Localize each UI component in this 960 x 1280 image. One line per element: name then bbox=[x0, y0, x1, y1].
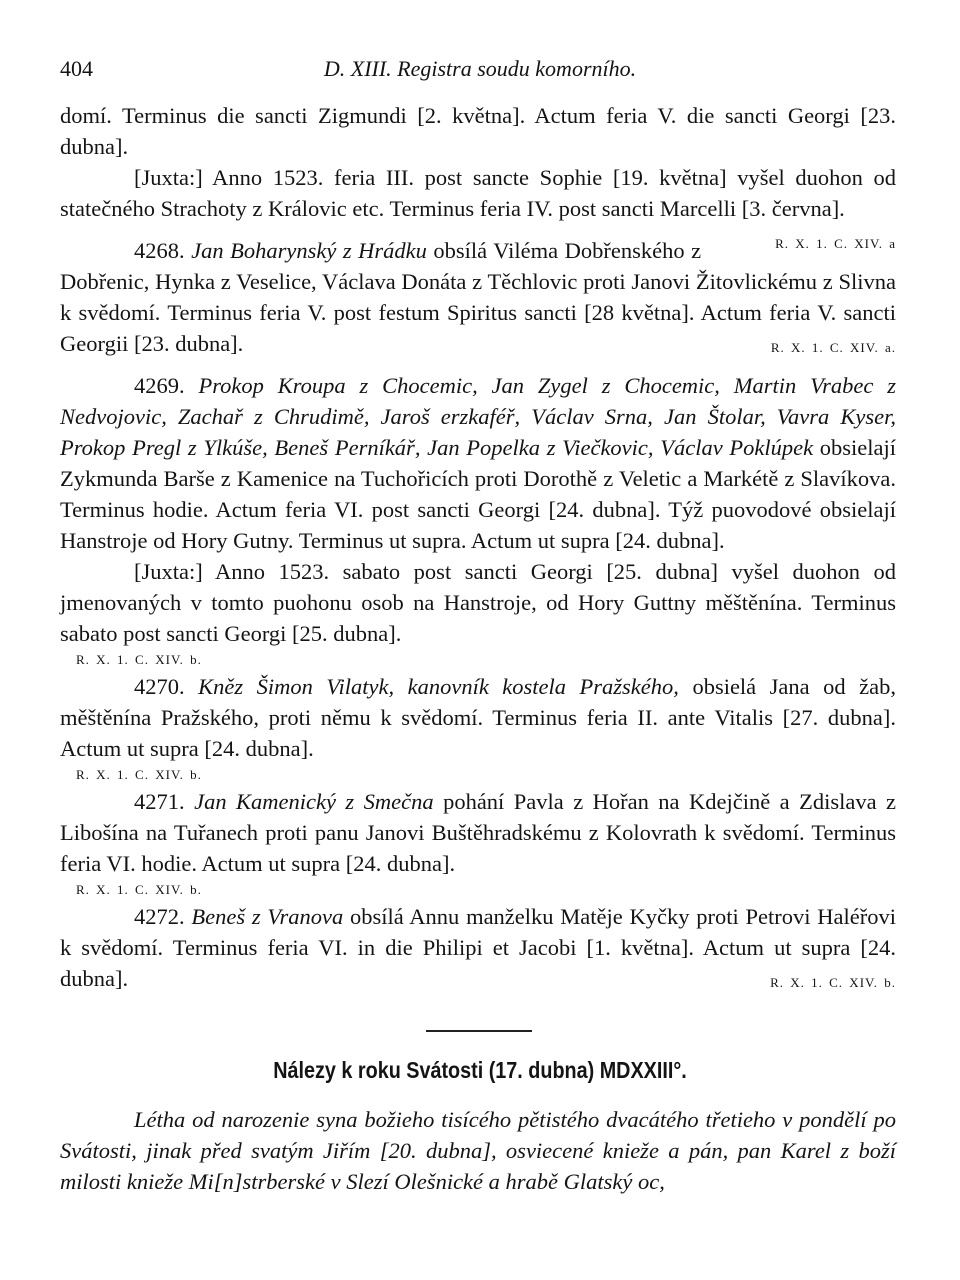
entry-text: obsielá Jana od žab, měštěnína Pražského, proti němu k svědomí. Terminus feria II. ante Vitalis [27. dubna]. Actum ut supra [24. dubna]. bbox=[60, 674, 897, 761]
section-heading: Nálezy k roku Svátosti (17. dubna) MDXXIII°. bbox=[273, 1057, 687, 1083]
entry-text: obsílá Annu manželku Matěje Kyčky proti Petrovi Haléřovi k svědomí. Terminus feria VI. in die Philipi et Jacobi [1. května]. Actum ut supra [24. dubna]. bbox=[60, 904, 897, 991]
reference-mark: R. X. 1. C. XIV. b. bbox=[770, 975, 896, 990]
running-head bbox=[60, 50, 900, 86]
running-title: D. XIII. Registra soudu komorního. bbox=[323, 56, 637, 81]
entry-party: Jan Kamenický z Smečna bbox=[194, 789, 434, 814]
body-text bbox=[60, 100, 896, 998]
reference-mark: R. X. 1. C. XIV. a. bbox=[770, 340, 896, 355]
paragraph-continuation: domí. Terminus die sancti Zigmundi [2. května]. Actum feria V. die sancti Georgi [23. dubna]. bbox=[60, 103, 896, 159]
entry-4272 bbox=[60, 901, 896, 994]
entry-number: 4271. bbox=[134, 789, 185, 814]
reference-mark: R. X. 1. C. XIV. b. bbox=[76, 767, 202, 782]
entry-party: Kněz Šimon Vilatyk, kanovník kostela Pražského, bbox=[198, 674, 679, 699]
section-divider bbox=[426, 1030, 532, 1032]
entry-party: Beneš z Vranova bbox=[191, 904, 344, 929]
entry-text: pohání Pavla z Hořan na Kdejčině a Zdislava z Libošína na Tuřanech proti panu Janovi Buštěhradskému z Kolovrath k svědomí. Terminus feria VI. hodie. Actum ut supra [24. dubna]. bbox=[60, 789, 897, 876]
entry-4271 bbox=[60, 786, 896, 879]
entry-number: 4268. bbox=[134, 238, 185, 263]
entry-4270 bbox=[60, 671, 896, 764]
entry-text: obsielají Zykmunda Barše z Kamenice na Tuchořicích proti Dorothě z Veletic a Markétě z Slavíkova. Terminus hodie. Actum feria VI. post sancti Georgi [24. dubna]. Týž puovodové obsielají Hanstroje od Hory Gutny. Terminus ut supra. Actum ut supra [24. dubna]. bbox=[60, 435, 896, 553]
juxta-text: [Juxta:] Anno 1523. feria III. post sancte Sophie [19. května] vyšel duohon od statečného Strachoty z Královic etc. Terminus feria IV. post sancti Marcelli [3. června]. bbox=[60, 165, 896, 221]
section-intro-text: Létha od narozenie syna božieho tisícého pětistého dvacátého třetieho v pondělí po Svátosti, jinak před svatým Jiřím [20. dubna], osviecené knieže a pán, pan Karel z boží milosti knieže Mi[n]strberské v Slezí Olešnické a hrabě Glatský oc, bbox=[60, 1107, 896, 1194]
paragraph-juxta: [Juxta:] Anno 1523. sabato post sancti Georgi [25. dubna] vyšel duohon od jmenovaných v tomto puohonu osob na Hanstroje, od Hory Guttny měštěnína. Terminus sabato post sancti Georgi [25. dubna]. bbox=[60, 559, 896, 646]
entry-4269 bbox=[60, 370, 896, 556]
reference-mark: R. X. 1. C. XIV. a bbox=[775, 236, 896, 251]
entry-party: Jan Boharynský z Hrádku bbox=[191, 238, 427, 263]
entry-party: Prokop Kroupa z Chocemic, Jan Zygel z Chocemic, Martin Vrabec z Nedvojovic, Zachař z Chrudimě, Jaroš erzkaféř, Václav Srna, Jan Štolar, Vavra Kyser, Prokop Pregl z Ylkúše, Beneš Perníkář, Jan Popelka z Viečkovic, Václav Poklúpek bbox=[60, 373, 897, 460]
entry-number: 4269. bbox=[134, 373, 185, 398]
page-number: 404 bbox=[60, 56, 93, 81]
entry-number: 4272. bbox=[134, 904, 185, 929]
entry-text: obsílá Viléma Dobřenského z Dobřenic, Hynka z Veselice, Václava Donáta z Těchlovic proti Janovi Žitovlickému z Slivna k svědomí. Terminus feria V. post festum Spiritus sancti [28 května]. Actum feria V. sancti Georgii [23. dubna]. bbox=[60, 238, 896, 356]
entry-number: 4270. bbox=[134, 674, 185, 699]
section-intro bbox=[60, 1104, 896, 1197]
reference-mark: R. X. 1. C. XIV. b. bbox=[76, 652, 202, 667]
reference-mark: R. X. 1. C. XIV. b. bbox=[76, 882, 202, 897]
